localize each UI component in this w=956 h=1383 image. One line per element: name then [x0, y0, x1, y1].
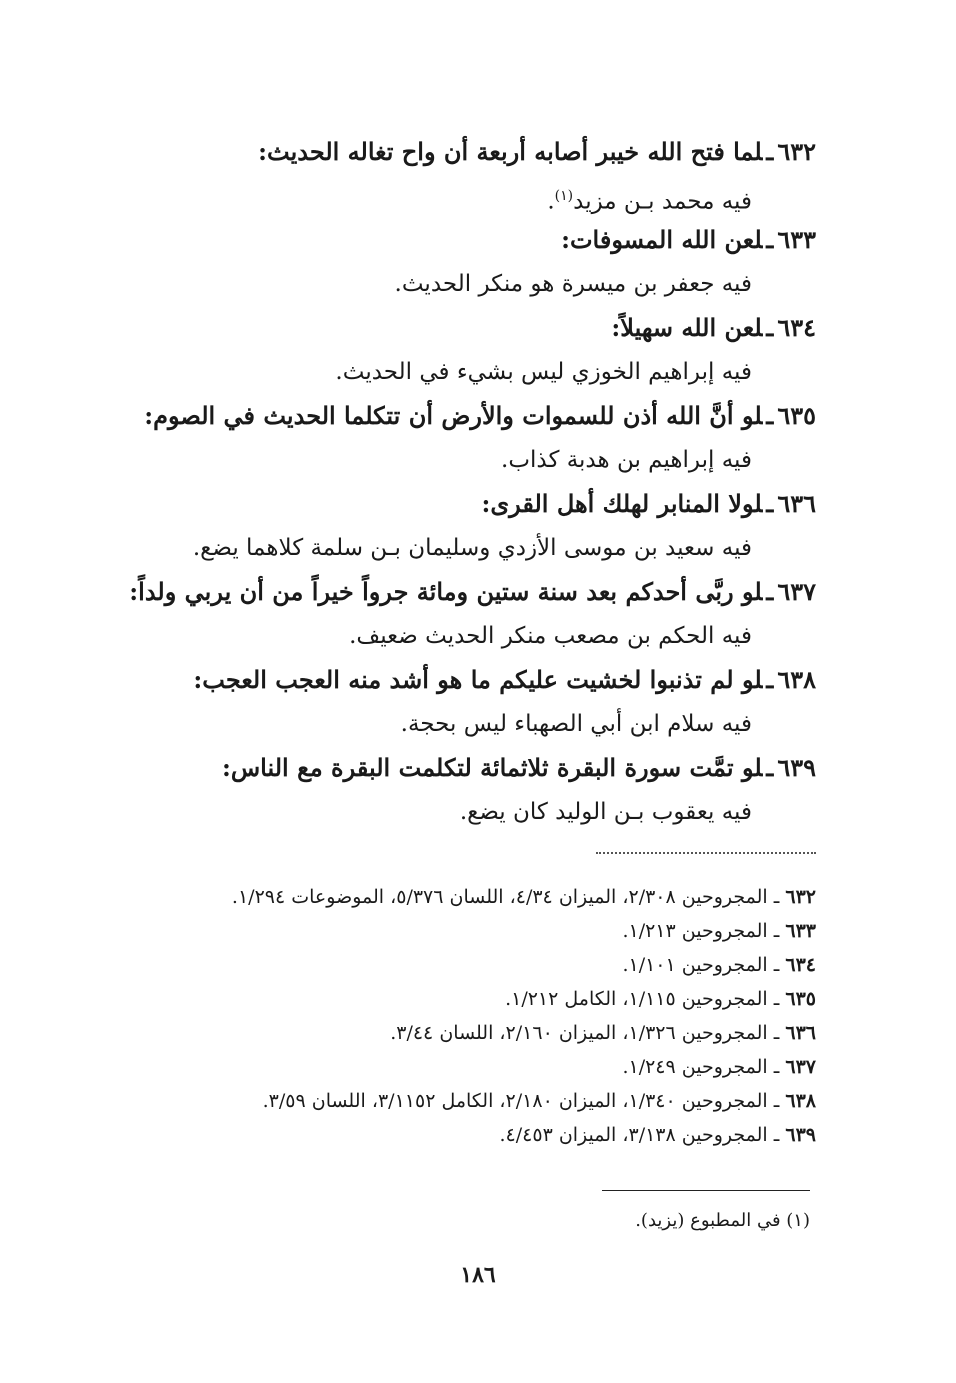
narrator-text: فيه محمد بـن مزيد [573, 188, 752, 215]
reference-number: ٦٣٧ [785, 1056, 816, 1078]
hadith-text: لو تمَّت سورة البقرة ثلاثمائة لتكلمت البقرة مع الناس: [222, 753, 763, 782]
hadith-heading [116, 306, 816, 350]
reference-list [116, 880, 816, 1152]
hadith-heading [116, 482, 816, 526]
reference-number: ٦٣٦ [785, 1022, 816, 1044]
entry-number: ٦٣٢ [777, 137, 816, 166]
narrator-note [116, 174, 816, 218]
entry-dash: ـ [766, 401, 774, 430]
entry-number: ٦٣٧ [777, 577, 816, 606]
reference-text: المجروحين ١/٣٢٦، الميزان ٢/١٦٠، اللسان ٣/٤٤. [390, 1022, 768, 1044]
reference-dash: ـ [773, 920, 780, 942]
reference-text: المجروحين ١/٣٤٠، الميزان ٢/١٨٠، الكامل ٣/١١٥٢، اللسان ٣/٥٩. [262, 1090, 768, 1112]
reference-line [116, 1118, 816, 1152]
page-number: ١٨٦ [460, 1262, 496, 1288]
reference-number: ٦٣٨ [785, 1090, 816, 1112]
hadith-text: لولا المنابر لهلك أهل القرى: [481, 489, 763, 518]
hadith-heading [116, 658, 816, 702]
narrator-text: فيه الحكم بن مصعب منكر الحديث ضعيف. [349, 623, 752, 649]
hadith-entry [116, 306, 816, 394]
reference-text: المجروحين ١/١١٥، الكامل ١/٢١٢. [505, 988, 768, 1010]
reference-text: المجروحين ٢/٣٠٨، الميزان ٤/٣٤، اللسان ٥/٣٧٦، الموضوعات ١/٢٩٤. [231, 886, 768, 908]
reference-dash: ـ [773, 1022, 780, 1044]
hadith-text: لعن الله المسوفات: [561, 225, 763, 254]
hadith-entry [116, 130, 816, 218]
entry-dash: ـ [766, 753, 774, 782]
hadith-heading [116, 746, 816, 790]
hadith-text: لو لم تذنبوا لخشيت عليكم ما هو أشد منه العجب العجب: [193, 665, 763, 694]
hadith-entry [116, 570, 816, 658]
narrator-note [116, 614, 816, 658]
footnote-rule [602, 1190, 810, 1191]
narrator-note [116, 702, 816, 746]
narrator-note [116, 526, 816, 570]
reference-number: ٦٣٤ [785, 954, 816, 976]
reference-number: ٦٣٢ [785, 886, 816, 908]
reference-text: المجروحين ١/٢٤٩. [622, 1056, 768, 1078]
reference-line [116, 914, 816, 948]
hadith-entry [116, 394, 816, 482]
reference-line [116, 1050, 816, 1084]
entry-dash: ـ [766, 489, 774, 518]
reference-number: ٦٣٥ [785, 988, 816, 1010]
reference-line [116, 948, 816, 982]
hadith-entry [116, 658, 816, 746]
reference-text: المجروحين ١/١٠١. [622, 954, 768, 976]
narrator-text: فيه إبراهيم بن هدبة كذاب. [501, 447, 752, 473]
narrator-text: فيه يعقوب بـن الوليد كان يضع. [459, 799, 752, 825]
reference-dash: ـ [773, 1056, 780, 1078]
entry-number: ٦٣٦ [777, 489, 816, 518]
reference-line [116, 880, 816, 914]
hadith-text: لما فتح الله خيبر أصابه أربعة أن واح تغاله الحديث: [258, 137, 763, 166]
entry-dash: ـ [766, 225, 774, 254]
narrator-text: فيه جعفر بن ميسرة هو منكر الحديث. [394, 271, 752, 297]
reference-dash: ـ [773, 988, 780, 1010]
reference-line [116, 1016, 816, 1050]
hadith-heading [116, 218, 816, 262]
entry-number: ٦٣٨ [777, 665, 816, 694]
entry-number: ٦٣٤ [777, 313, 816, 342]
reference-line [116, 982, 816, 1016]
reference-dash: ـ [773, 1090, 780, 1112]
hadith-entry [116, 482, 816, 570]
hadith-text: لو ربَّى أحدكم بعد سنة ستين ومائة جرواً خيراً من أن يربي ولداً: [129, 577, 763, 606]
narrator-end: . [547, 188, 555, 215]
entry-number: ٦٣٩ [777, 753, 816, 782]
reference-line [116, 1084, 816, 1118]
hadith-entry [116, 218, 816, 306]
narrator-note [116, 350, 816, 394]
narrator-note [116, 262, 816, 306]
hadith-heading [116, 570, 816, 614]
footnote: (١) في المطبوع (يزيد). [635, 1210, 810, 1231]
hadith-text: لو أنَّ الله أذن للسموات والأرض أن تتكلما الحديث في الصوم: [144, 401, 763, 430]
hadith-heading [116, 394, 816, 438]
entry-dash: ـ [766, 665, 774, 694]
hadith-entry [116, 746, 816, 834]
reference-dash: ـ [773, 954, 780, 976]
hadith-heading [116, 130, 816, 174]
reference-number: ٦٣٣ [785, 920, 816, 942]
reference-text: المجروحين ١/٢١٣. [622, 920, 768, 942]
hadith-text: لعن الله سهيلاً: [611, 313, 763, 342]
narrator-text: فيه سعيد بن موسى الأزدي وسليمان بـن سلمة كلاهما يضع. [192, 535, 752, 561]
entry-number: ٦٣٣ [777, 225, 816, 254]
narrator-note [116, 438, 816, 482]
narrator-text: فيه سلام ابن أبي الصهباء ليس بحجة. [400, 711, 752, 737]
narrator-note [116, 790, 816, 834]
reference-dash: ـ [773, 1124, 780, 1146]
entry-number: ٦٣٥ [777, 401, 816, 430]
dotted-separator [596, 852, 816, 854]
reference-number: ٦٣٩ [785, 1124, 816, 1146]
hadith-entries [116, 130, 816, 834]
narrator-text: فيه إبراهيم الخوزي ليس بشيء في الحديث. [335, 359, 752, 385]
entry-dash: ـ [766, 313, 774, 342]
footnote-marker[interactable]: (١) [554, 188, 574, 204]
reference-text: المجروحين ٣/١٣٨، الميزان ٤/٤٥٣. [499, 1124, 768, 1146]
reference-dash: ـ [773, 886, 780, 908]
entry-dash: ـ [766, 577, 774, 606]
entry-dash: ـ [766, 137, 774, 166]
